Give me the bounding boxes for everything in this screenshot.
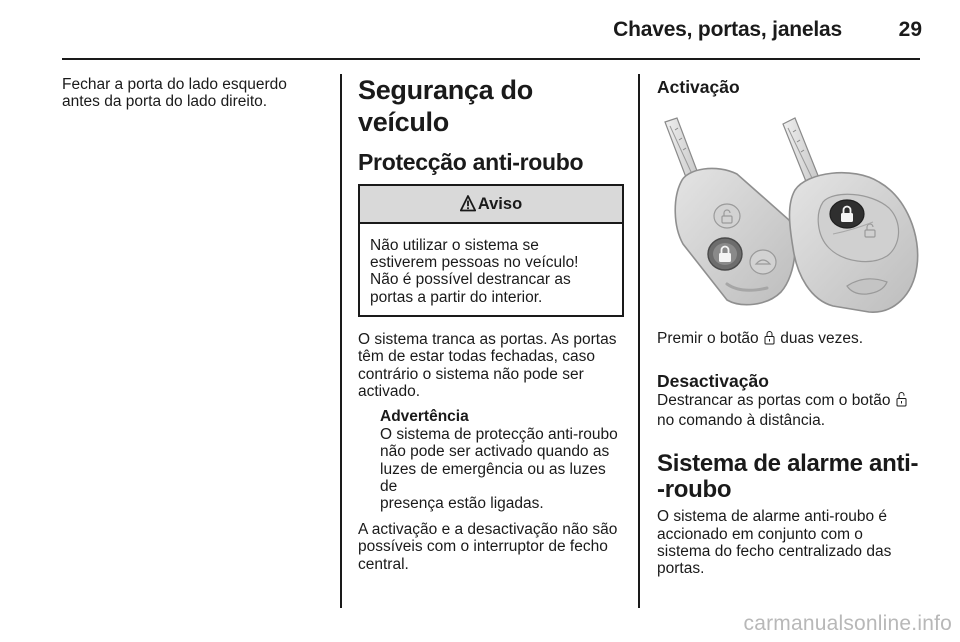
- paragraph: [358, 521, 624, 573]
- text-fragment: Destrancar as portas com o botão: [657, 392, 891, 410]
- remote-key-left: [675, 168, 795, 304]
- text-line: no comando à distância.: [657, 411, 826, 429]
- text-line: luzes de emergência ou as luzes de: [380, 460, 606, 496]
- text-line: presença estão ligadas.: [380, 495, 544, 513]
- deactivation-heading: Desactivação: [657, 371, 769, 392]
- paragraph: [657, 330, 921, 349]
- text-line: contrário o sistema não pode ser: [358, 365, 584, 383]
- text-line: têm de estar todas fechadas, caso: [358, 348, 595, 366]
- column-divider-right: [638, 74, 640, 608]
- heading-line: Sistema de alarme anti-: [657, 450, 919, 478]
- watermark: carmanualsonline.info: [743, 612, 952, 635]
- text-line: O sistema de protecção anti-roubo: [380, 425, 618, 443]
- section-heading: Segurança do veículo: [358, 75, 533, 137]
- column-1: [62, 76, 332, 110]
- column-3: [657, 76, 921, 578]
- text-line: antes da porta do lado direito.: [62, 93, 268, 110]
- warning-box-body: [360, 224, 622, 315]
- text-line: Não utilizar o sistema se: [370, 237, 539, 254]
- note-title: Advertência: [380, 408, 469, 426]
- text-line: Não é possível destrancar as: [370, 271, 571, 289]
- column-2: [358, 74, 624, 573]
- padlock-open-icon: [896, 391, 907, 411]
- text-line: portas.: [657, 560, 705, 578]
- text-line: central.: [358, 555, 409, 573]
- page-header: [0, 0, 960, 60]
- warning-box: [358, 184, 624, 317]
- warning-title: Aviso: [477, 195, 523, 213]
- note-block: [380, 408, 624, 512]
- text-line: estiverem pessoas no veículo!: [370, 254, 579, 272]
- text-line: A activação e a desactivação não são: [358, 520, 618, 538]
- text-line: Fechar a porta do lado esquerdo: [62, 76, 287, 93]
- header-rule: [62, 58, 920, 60]
- warning-box-header: [360, 186, 622, 224]
- key-blade-right: [783, 118, 819, 184]
- alarm-heading: [657, 451, 921, 503]
- paragraph: [657, 508, 921, 578]
- subsection-heading: Protecção anti-roubo: [358, 149, 584, 175]
- padlock-closed-icon: [764, 330, 775, 349]
- page-number: 29: [898, 18, 922, 41]
- text-fragment: Premir o botão: [657, 330, 759, 347]
- activation-heading: Activação: [657, 77, 740, 97]
- paragraph: [358, 331, 624, 401]
- chapter-title: Chaves, portas, janelas: [613, 18, 842, 41]
- text-line: possíveis com o interruptor de fecho: [358, 538, 608, 556]
- warning-triangle-icon: [460, 189, 476, 225]
- text-line: portas a partir do interior.: [370, 288, 543, 306]
- remote-key-illustration: [657, 116, 921, 316]
- paragraph: [657, 391, 921, 429]
- text-line: O sistema tranca as portas. As portas: [358, 330, 617, 348]
- remote-key-right: [790, 173, 918, 312]
- text-line: não pode ser activado quando as: [380, 443, 610, 461]
- text-fragment: duas vezes.: [780, 330, 864, 347]
- text-line: activado.: [358, 383, 421, 401]
- heading-line: -roubo: [657, 476, 732, 504]
- text-line: sistema do fecho centralizado das: [657, 543, 892, 561]
- column-divider-left: [340, 74, 342, 608]
- text-line: O sistema de alarme anti-roubo é: [657, 508, 888, 526]
- text-line: accionado em conjunto com o: [657, 525, 863, 543]
